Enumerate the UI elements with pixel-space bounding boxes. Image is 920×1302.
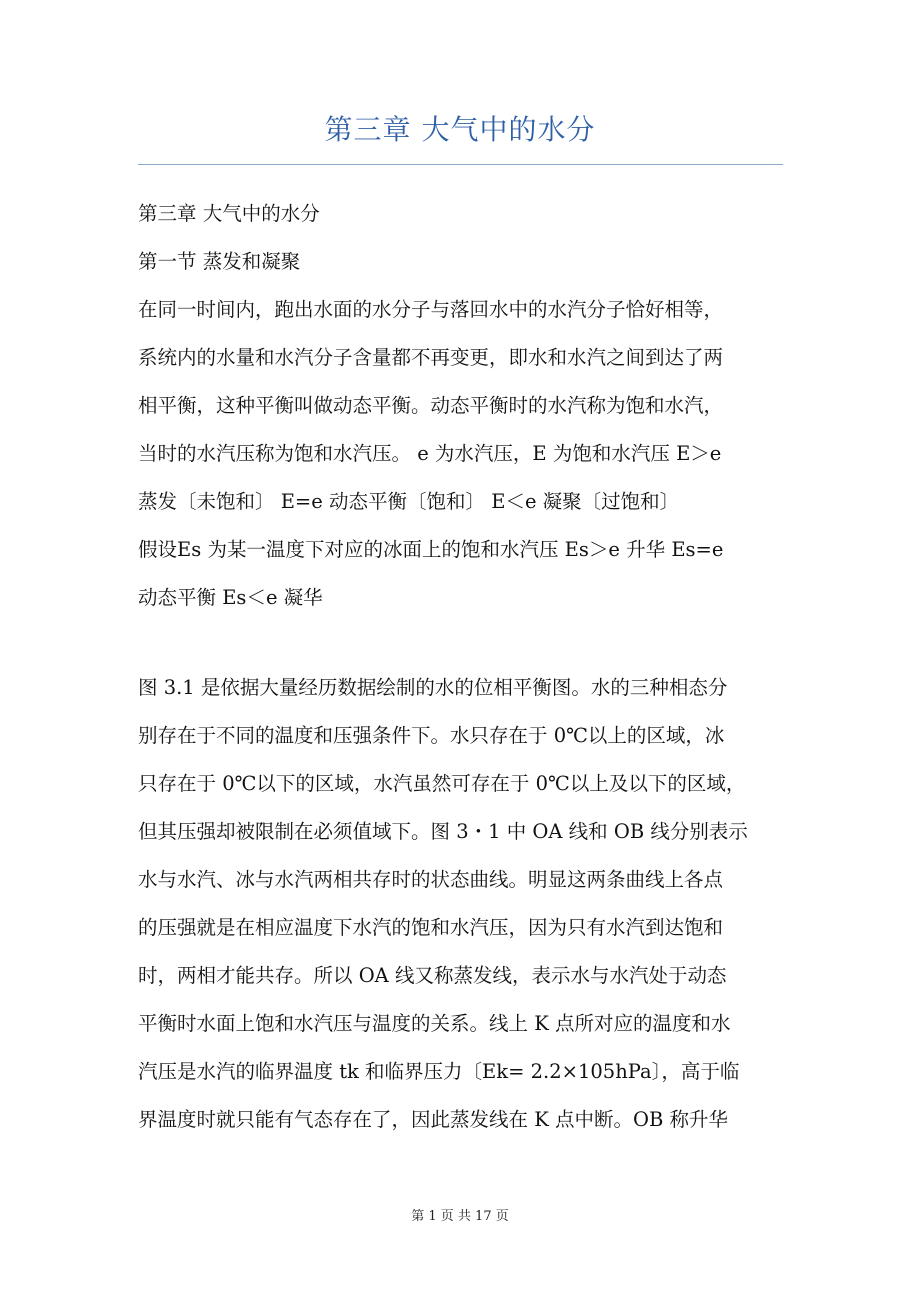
paragraph-line: 但其压强却被限制在必须值域下。图 3・1 中 OA 线和 OB 线分别表示 (138, 820, 748, 843)
paragraph-line: 蒸发〔未饱和〕 E=e 动态平衡〔饱和〕 E＜e 凝聚〔过饱和〕 (138, 490, 680, 513)
paragraph-line: 界温度时就只能有气态存在了，因此蒸发线在 K 点中断。OB 称升华 (138, 1108, 728, 1131)
paragraph-line: 时，两相才能共存。所以 OA 线又称蒸发线，表示水与水汽处于动态 (138, 964, 727, 987)
paragraph-line: 相平衡，这种平衡叫做动态平衡。动态平衡时的水汽称为饱和水汽， (138, 394, 724, 417)
paragraph-line: 在同一时间内，跑出水面的水分子与落回水中的水汽分子恰好相等， (138, 298, 724, 321)
paragraph-line: 动态平衡 Es＜e 凝华 (138, 586, 323, 609)
paragraph-line: 平衡时水面上饱和水汽压与温度的关系。线上 K 点所对应的温度和水 (138, 1012, 731, 1035)
paragraph-line: 当时的水汽压称为饱和水汽压。 e 为水汽压，E 为饱和水汽压 E＞e (138, 442, 722, 465)
paragraph-line: 图 3.1 是依据大量经历数据绘制的水的位相平衡图。水的三种相态分 (138, 676, 728, 699)
paragraph-line: 汽压是水汽的临界温度 tk 和临界压力〔Ek= 2.2×105hPa〕，高于临 (138, 1060, 740, 1083)
header-divider (138, 164, 783, 165)
body-section-1 (138, 190, 788, 622)
paragraph-line: 别存在于不同的温度和压强条件下。水只存在于 0℃以上的区域，冰 (138, 724, 725, 747)
chapter-heading: 第三章 大气中的水分 (138, 202, 320, 225)
paragraph-line: 的压强就是在相应温度下水汽的饱和水汽压，因为只有水汽到达饱和 (138, 916, 724, 939)
page-number: 第 1 页 共 17 页 (411, 1209, 509, 1224)
body-section-2 (138, 664, 788, 1144)
section-heading: 第一节 蒸发和凝聚 (138, 250, 301, 273)
paragraph-line: 水与水汽、冰与水汽两相共存时的状态曲线。明显这两条曲线上各点 (138, 868, 724, 891)
paragraph-line: 只存在于 0℃以下的区域，水汽虽然可存在于 0℃以上及以下的区域， (138, 772, 746, 795)
paragraph-line: 假设Es 为某一温度下对应的冰面上的饱和水汽压 Es＞e 升华 Es=e (138, 538, 724, 561)
page-title: 第三章 大气中的水分 (324, 113, 596, 146)
paragraph-line: 系统内的水量和水汽分子含量都不再变更，即水和水汽之间到达了两 (138, 346, 724, 369)
